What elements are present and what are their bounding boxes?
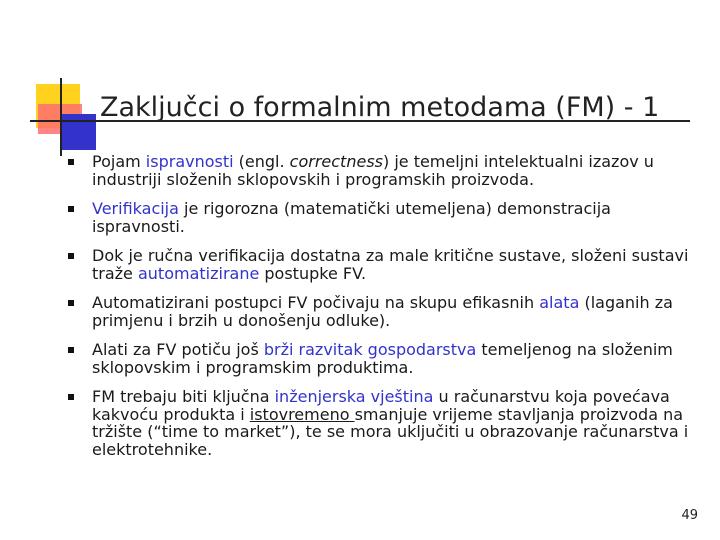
text: u računarstvu koja povećava kakvoću produkta i bbox=[92, 387, 670, 424]
bullet-item bbox=[62, 294, 690, 329]
bullet-item bbox=[62, 247, 690, 282]
italic-term: correctness bbox=[289, 152, 383, 171]
highlight-text: automatizirane bbox=[137, 263, 260, 283]
bullet-item bbox=[62, 153, 690, 188]
text: postupke FV. bbox=[259, 263, 367, 283]
text: (laganih za primjenu i brzih u donošenju odluke). bbox=[92, 293, 673, 330]
text: (engl. bbox=[233, 152, 290, 171]
square-bullet-icon bbox=[68, 394, 74, 400]
text: Dok je ručna verifikacija dostatna za male kritične sustave, složeni sustavi traže bbox=[92, 246, 689, 283]
text: ) je temeljni intelektualni izazov u industriji složenih sklopovskih i programskih proizvoda. bbox=[92, 152, 654, 189]
bullet-item bbox=[62, 341, 690, 376]
square-bullet-icon bbox=[68, 300, 74, 306]
text: Alati za FV potiču još bbox=[92, 340, 264, 359]
square-bullet-icon bbox=[68, 206, 74, 212]
square-bullet-icon bbox=[68, 159, 74, 165]
text: smanjuje vrijeme stavljanja proizvoda na tržište (“time to market”), te se mora uključiti u obrazovanje računarstva i elektrotehnike. bbox=[92, 404, 689, 459]
square-bullet-icon bbox=[68, 347, 74, 353]
highlight-text: Verifikacija bbox=[92, 199, 179, 218]
bullet-item bbox=[62, 388, 690, 458]
highlight-text: brži razvitak gospodarstva bbox=[263, 340, 477, 359]
text: Pojam bbox=[92, 152, 146, 171]
text: temeljenog na složenim sklopovskim i programskim produktima. bbox=[92, 340, 673, 377]
underlined-text: istovremeno bbox=[249, 404, 355, 424]
text: je rigorozna (matematički utemeljena) demonstracija ispravnosti. bbox=[92, 199, 611, 236]
text: Automatizirani postupci FV počivaju na skupu efikasnih bbox=[92, 293, 540, 312]
highlight-text: inženjerska vještina bbox=[274, 387, 434, 406]
text: FM trebaju biti ključna bbox=[92, 387, 275, 406]
bullet-list bbox=[62, 153, 690, 470]
bullet-item bbox=[62, 200, 690, 235]
highlight-text: alata bbox=[539, 293, 580, 312]
square-bullet-icon bbox=[68, 253, 74, 259]
slide-title: Zaključci o formalnim metodama (FM) - 1 bbox=[100, 92, 660, 123]
decor-vertical-line bbox=[60, 78, 62, 156]
highlight-text: ispravnosti bbox=[145, 152, 234, 171]
page-number: 49 bbox=[681, 508, 698, 523]
